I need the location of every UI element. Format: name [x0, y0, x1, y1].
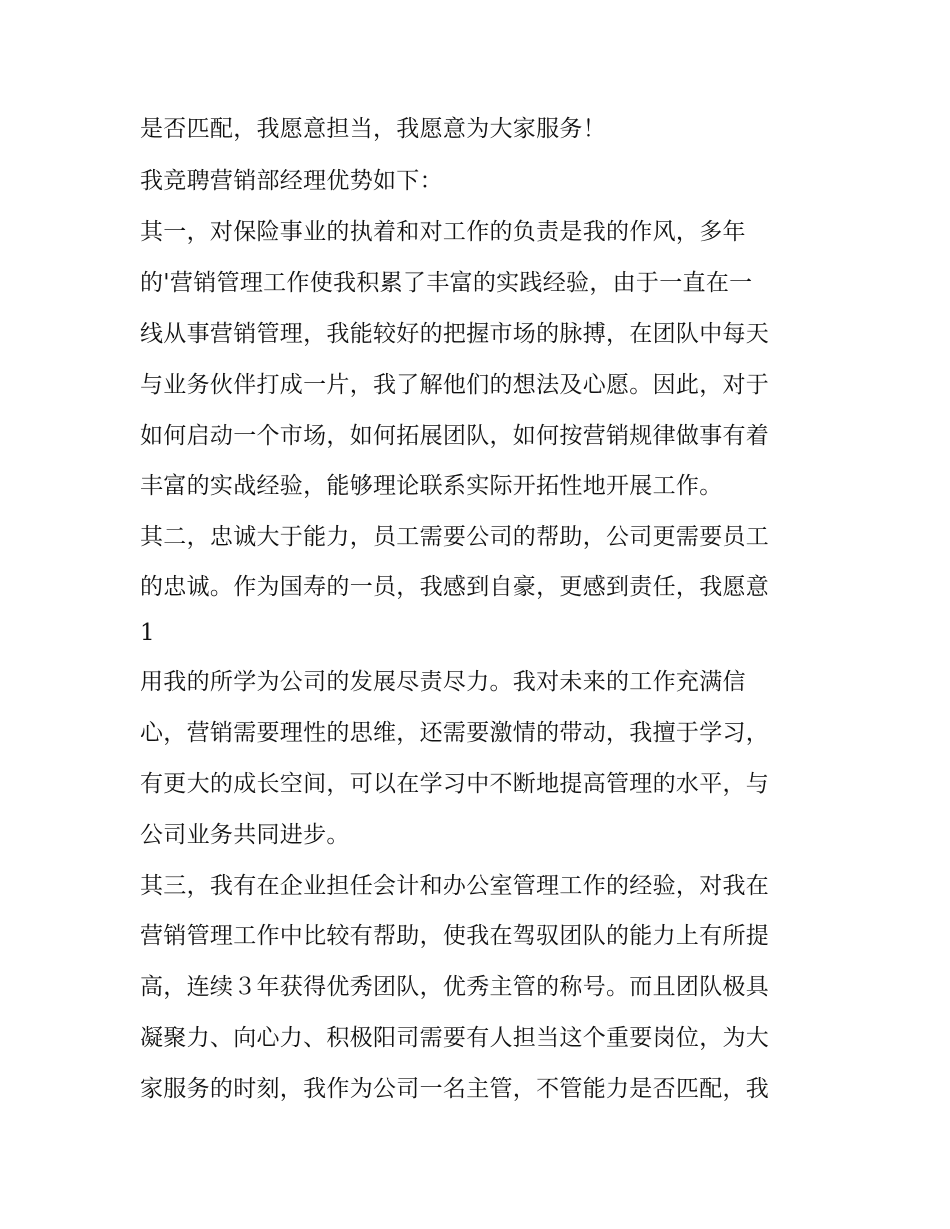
text-line: 心，营销需要理性的思维，还需要激情的带动，我擅于学习，: [140, 720, 770, 746]
text-line: 用我的所学为公司的发展尽责尽力。我对未来的工作充满信: [140, 669, 746, 695]
text-line: 的忠诚。作为国寿的一员，我感到自豪，更感到责任，我愿意: [140, 574, 770, 600]
text-line: 丰富的实战经验，能够理论联系实际开拓性地开展工作。: [140, 473, 723, 499]
text-line: 其一，对保险事业的执着和对工作的负责是我的作风，多年: [140, 219, 746, 245]
text-line: 我竞聘营销部经理优势如下：: [140, 168, 443, 194]
text-line: 高，连续３年获得优秀团队，优秀主管的称号。而且团队极具: [140, 974, 770, 1000]
text-line: 是否匹配，我愿意担当，我愿意为大家服务！: [140, 116, 606, 142]
text-line: 如何启动一个市场，如何拓展团队，如何按营销规律做事有着: [140, 423, 770, 449]
text-line: 家服务的时刻，我作为公司一名主管，不管能力是否匹配，我: [140, 1076, 770, 1102]
page-number: 1: [140, 620, 155, 646]
text-line: 与业务伙伴打成一片，我了解他们的想法及心愿。因此，对于: [140, 372, 770, 398]
text-line: 有更大的成长空间，可以在学习中不断地提高管理的水平，与: [140, 771, 770, 797]
text-line: 公司业务共同进步。: [140, 822, 350, 848]
text-line: 营销管理工作中比较有帮助，使我在驾驭团队的能力上有所提: [140, 923, 770, 949]
text-line: 的'营销管理工作使我积累了丰富的实践经验，由于一直在一: [140, 270, 753, 296]
text-line: 凝聚力、向心力、积极阳司需要有人担当这个重要岗位，为大: [140, 1025, 770, 1051]
text-line: 其二，忠诚大于能力，员工需要公司的帮助，公司更需要员工: [140, 524, 770, 550]
text-line: 线从事营销管理，我能较好的把握市场的脉搏，在团队中每天: [140, 321, 770, 347]
text-line: 其三，我有在企业担任会计和办公室管理工作的经验，对我在: [140, 873, 770, 899]
